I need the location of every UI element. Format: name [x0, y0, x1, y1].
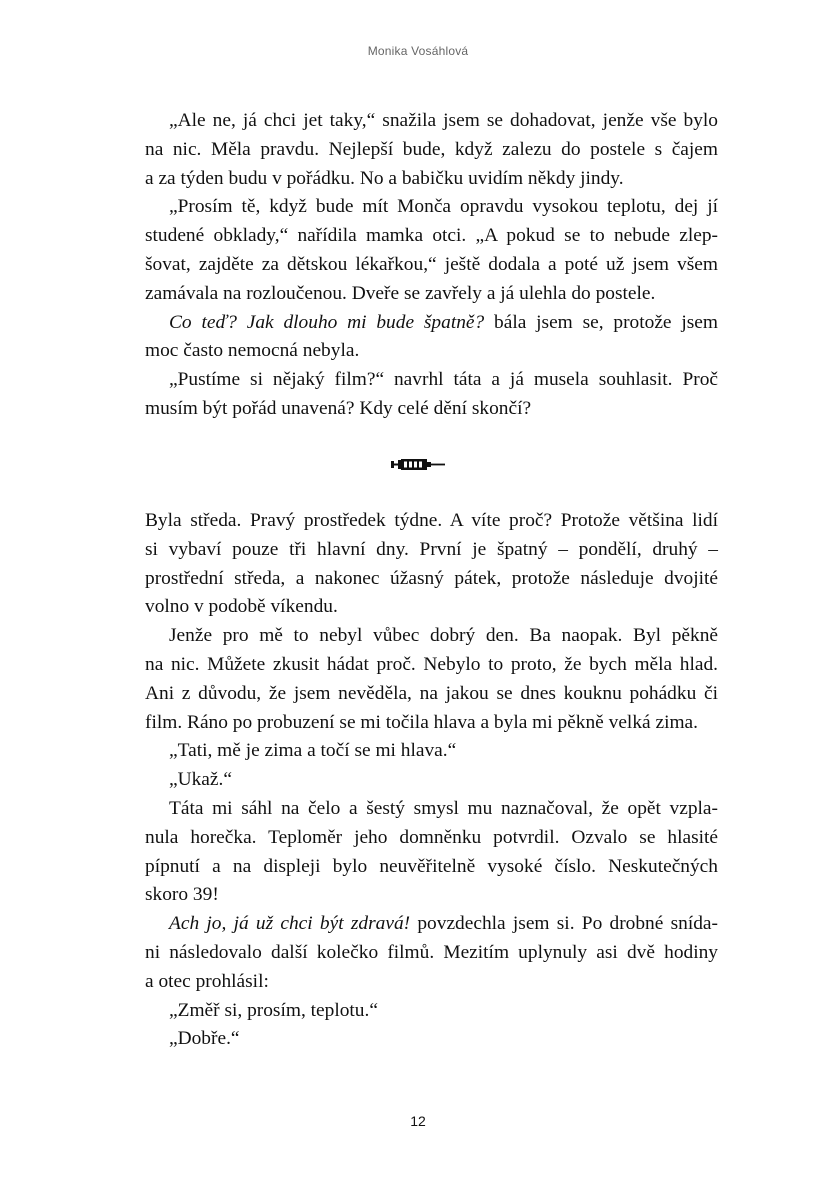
text-line: skoro 39! [145, 884, 219, 906]
text-line: „Pustíme si nějaký film?“ navrhl táta a já musela souhlasit. Proč [169, 369, 718, 391]
text-line: na nic. Můžete zkusit hádat proč. Nebylo to proto, že bych měla hlad. [145, 653, 718, 675]
text-line: „Dobře.“ [169, 1028, 240, 1050]
text-line: Jenže pro mě to nebyl vůbec dobrý den. Ba naopak. Byl pěkně [169, 625, 718, 647]
text-line: a za týden budu v pořádku. No a babičku uvidím někdy jindy. [145, 167, 624, 189]
text-line: Ani z důvodu, že jsem nevěděla, na jakou se dnes kouknu pohádku či [145, 682, 718, 704]
syringe-icon [391, 456, 445, 472]
text-line: zamávala na rozloučenou. Dveře se zavřely a já ulehla do postele. [145, 282, 656, 304]
text-line: moc často nemocná nebyla. [145, 340, 360, 362]
text-line: ni následovalo další kolečko filmů. Mezitím uplynuly asi dvě hodiny [145, 941, 718, 963]
text-line: pípnutí a na displeji bylo neuvěřitelně vysoké číslo. Neskutečných [145, 855, 718, 877]
text-line: volno v podobě víkendu. [145, 596, 338, 618]
text-line: „Ukaž.“ [169, 769, 232, 791]
text-line: šovat, zajděte za dětskou lékařkou,“ ještě dodala a poté už jsem všem [145, 253, 718, 275]
italic-thought: Co teď? Jak dlouho mi bude špatně? [169, 311, 485, 333]
text-line [145, 910, 718, 939]
text-line: Byla středa. Pravý prostředek týdne. A víte proč? Protože většina lidí [145, 510, 718, 531]
text-line: nula horečka. Teploměr jeho domněnku potvrdil. Ozvalo se hlasité [145, 826, 718, 848]
text-line: si vybaví pouze tři hlavní dny. První je špatný – pondělí, druhý – [145, 538, 718, 560]
text-line: a otec prohlásil: [145, 970, 269, 992]
text-line: „Tati, mě je zima a točí se mi hlava.“ [169, 740, 457, 762]
text-line: „Změř si, prosím, teplotu.“ [169, 999, 378, 1021]
text-fragment: povzdechla jsem si. Po drobné snída- [410, 913, 718, 935]
text-line: musím být pořád unavená? Kdy celé dění skončí? [145, 397, 532, 419]
text-line: na nic. Měla pravdu. Nejlepší bude, když zalezu do postele s čajem [145, 138, 718, 160]
text-line: film. Ráno po probuzení se mi točila hlava a byla mi pěkně velká zima. [145, 711, 699, 733]
text-line: Táta mi sáhl na čelo a šestý smysl mu naznačoval, že opět vzpla- [169, 797, 718, 819]
text-section-1 [145, 107, 718, 424]
text-fragment: bála jsem se, protože jsem [484, 311, 718, 333]
running-head: Monika Vosáhlová [367, 44, 469, 58]
text-line: studené obklady,“ nařídila mamka otci. „A pokud se to nebude zlep- [145, 225, 718, 247]
text-line: „Prosím tě, když bude mít Monča opravdu vysokou teplotu, dej jí [169, 196, 718, 218]
italic-thought: Ach jo, já už chci být zdravá! [169, 913, 411, 935]
text-line: „Ale ne, já chci jet taky,“ snažila jsem se dohadovat, jenže vše bylo [169, 110, 718, 131]
text-line [145, 309, 718, 338]
page-number: 12 [410, 1113, 426, 1129]
text-line: prostřední středa, a nakonec úžasný pátek, protože následuje dvojité [145, 567, 718, 589]
text-section-2 [145, 507, 718, 1054]
